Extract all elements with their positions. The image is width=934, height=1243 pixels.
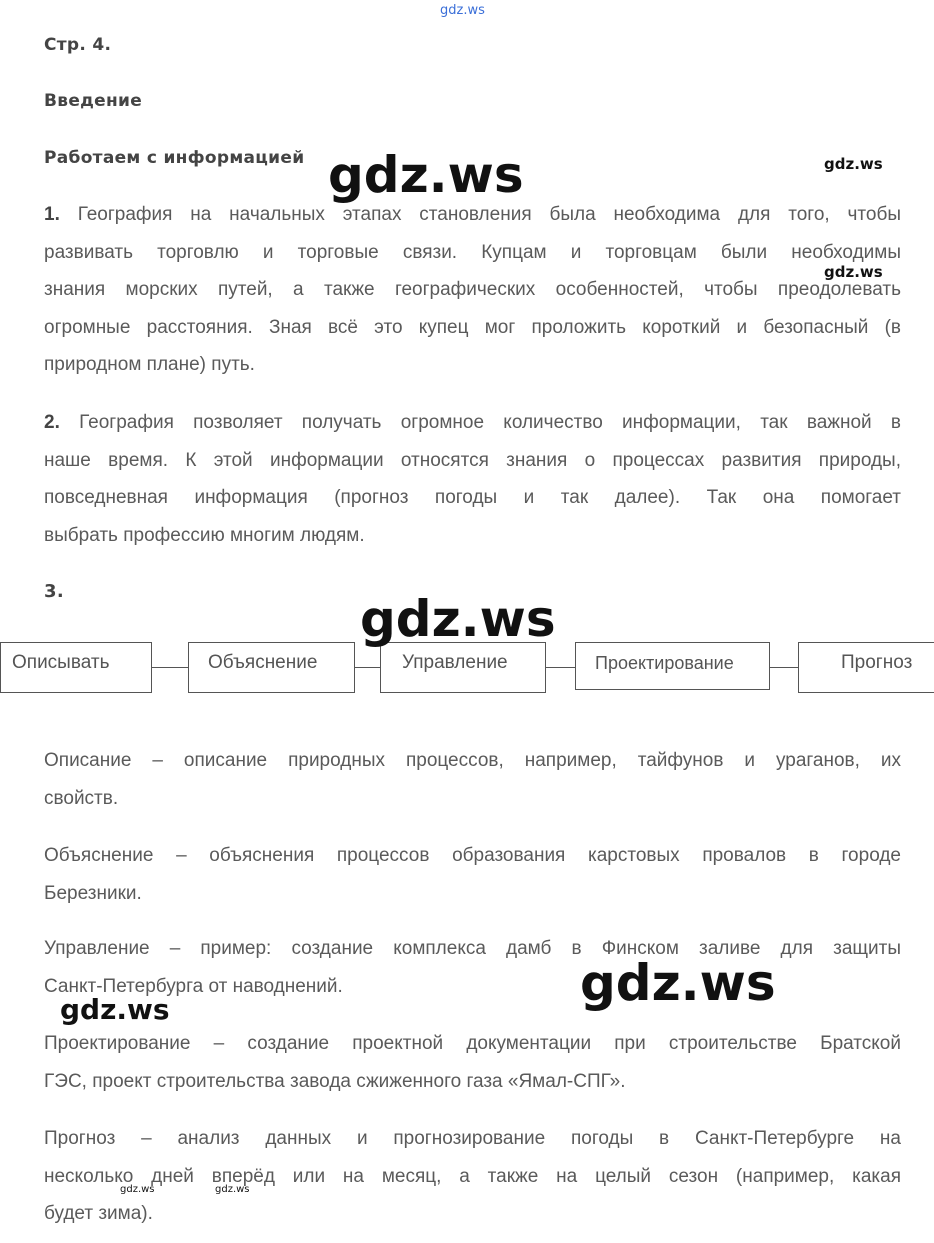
watermark-top: gdz.ws: [440, 3, 485, 18]
watermark-large: gdz.ws: [580, 954, 776, 1012]
definition-line: Прогноз – анализ данных и прогнозирование погоды в Санкт-Петербурге на: [44, 1128, 901, 1149]
watermark-large: gdz.ws: [328, 146, 524, 204]
item-2-paragraph: [44, 404, 901, 554]
item-2-line: повседневная информация (прогноз погоды и так далее). Так она помогает: [44, 487, 901, 508]
item-1-paragraph: [44, 196, 901, 384]
item-2-line: выбрать профессию многим людям.: [44, 524, 365, 546]
item-2-line: География позволяет получать огромное количество информации, так важной в: [79, 412, 901, 433]
definition-line: Объяснение – объяснения процессов образования карстовых провалов в городе: [44, 845, 901, 866]
definition-line: будет зима).: [44, 1203, 153, 1224]
definition-forecast: [44, 1120, 901, 1233]
item-2-number: 2.: [44, 412, 60, 433]
watermark-large: gdz.ws: [360, 590, 556, 648]
diagram-box-describe: Описывать: [0, 642, 152, 693]
diagram-connector: [151, 667, 189, 668]
subsection-title: Работаем с информацией: [44, 148, 305, 168]
watermark-small: gdz.ws: [824, 155, 883, 173]
definition-line: Санкт-Петербурга от наводнений.: [44, 975, 343, 997]
definition-explanation: [44, 837, 901, 912]
section-title: Введение: [44, 91, 143, 111]
diagram-connector: [769, 667, 799, 668]
page-label: Стр. 4.: [44, 35, 112, 55]
watermark-medium: gdz.ws: [60, 993, 170, 1026]
item-3-number: 3.: [44, 581, 64, 602]
item-1-line: природном плане) путь.: [44, 354, 255, 375]
item-1-line: География на начальных этапах становления была необходима для того, чтобы: [77, 204, 901, 225]
item-1-line: огромные расстояния. Зная всё это купец мог проложить короткий и безопасный (в: [44, 316, 901, 338]
watermark-tiny: gdz.ws: [215, 1184, 250, 1195]
definition-line: ГЭС, проект строительства завода сжиженного газа «Ямал-СПГ».: [44, 1070, 626, 1092]
definition-line: Описание – описание природных процессов, например, тайфунов и ураганов, их: [44, 750, 901, 771]
definition-line: Проектирование – создание проектной документации при строительстве Братской: [44, 1033, 901, 1054]
diagram-connector: [545, 667, 576, 668]
definition-line: несколько дней вперёд или на месяц, а также на целый сезон (например, какая: [44, 1165, 901, 1187]
watermark-small: gdz.ws: [824, 263, 883, 281]
definition-line: Управление – пример: создание комплекса дамб в Финском заливе для защиты: [44, 938, 901, 959]
diagram-box-management: Управление: [380, 642, 546, 693]
watermark-tiny: gdz.ws: [120, 1184, 155, 1195]
item-1-line: знания морских путей, а также географических особенностей, чтобы преодолевать: [44, 279, 901, 300]
diagram-connector: [354, 667, 381, 668]
diagram-box-explanation: Объяснение: [188, 642, 355, 693]
definition-line: Березники.: [44, 882, 142, 904]
definition-design: [44, 1025, 901, 1100]
item-2-line: наше время. К этой информации относятся знания о процессах развития природы,: [44, 449, 901, 471]
item-1-line: развивать торговлю и торговые связи. Купцам и торговцам были необходимы: [44, 241, 901, 263]
definition-description: [44, 742, 901, 817]
definition-line: свойств.: [44, 787, 119, 809]
item-1-number: 1.: [44, 204, 60, 225]
diagram-box-forecast: Прогноз: [798, 642, 934, 693]
diagram-box-design: Проектирование: [575, 642, 770, 690]
